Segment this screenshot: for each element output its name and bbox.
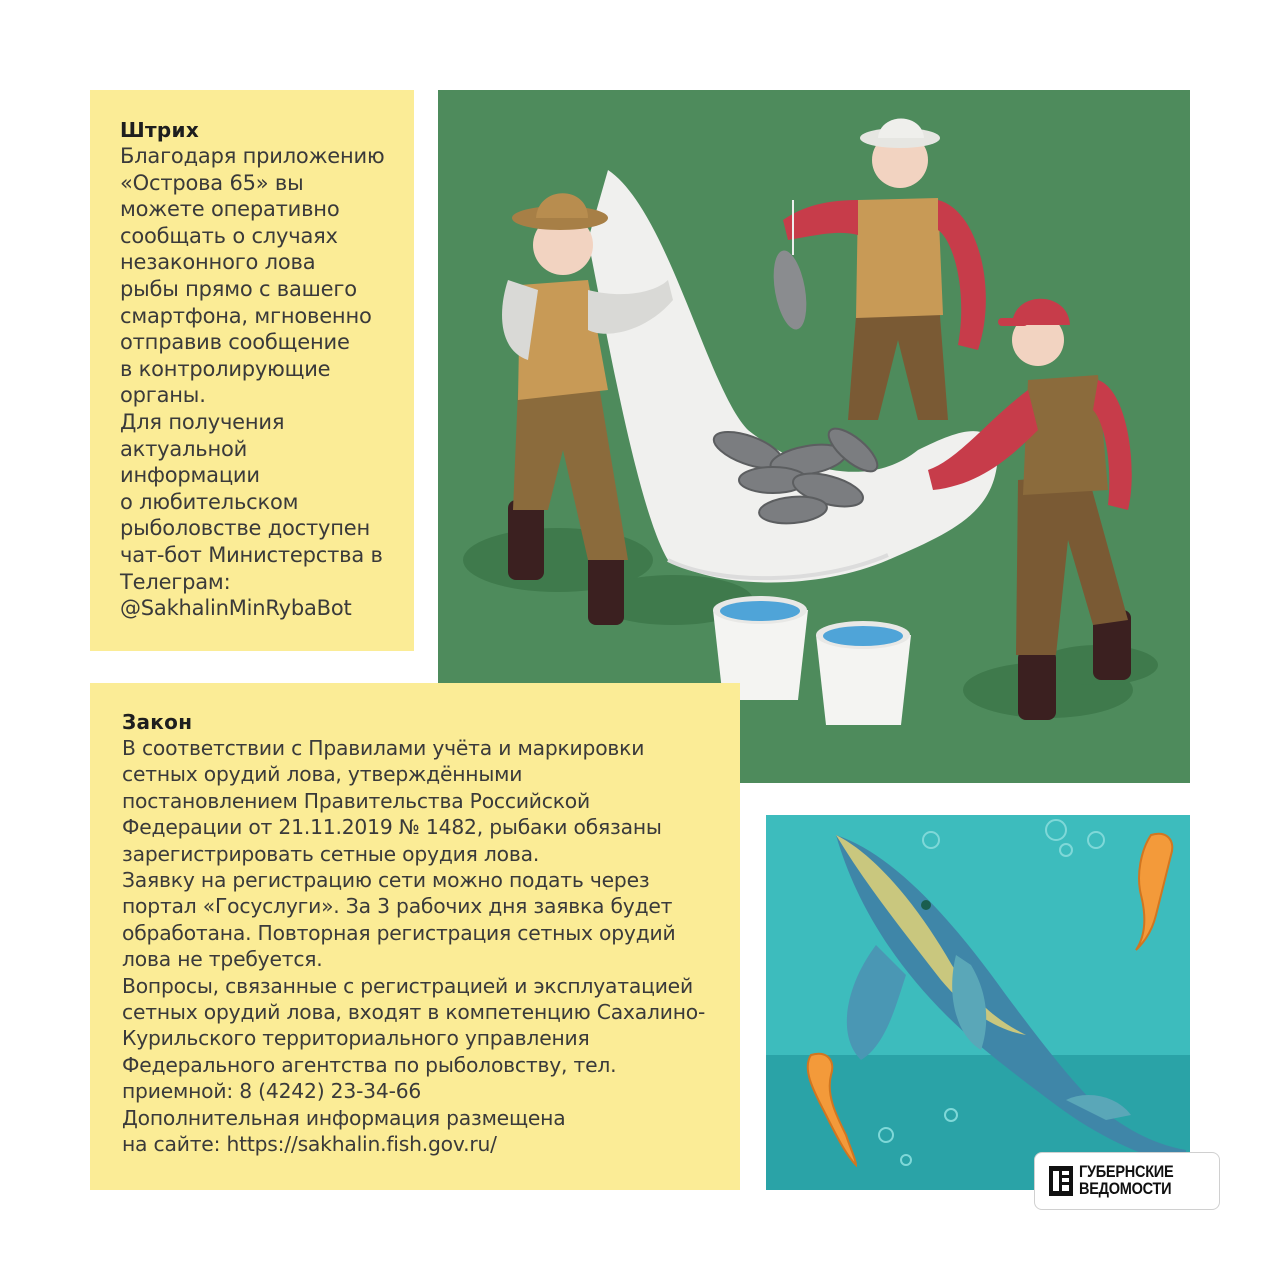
shtrikh-heading: Штрих <box>120 118 200 142</box>
whale-illustration <box>766 815 1190 1190</box>
gubernskie-vedomosti-logo <box>1034 1152 1220 1210</box>
zakon-heading: Закон <box>122 710 193 734</box>
info-box-shtrikh <box>90 90 414 651</box>
logo-line-2: ВЕДОМОСТИ <box>1079 1180 1172 1198</box>
shtrikh-body: Благодаря приложению «Острова 65» вы можете оперативно сообщать о случаях незаконного лова рыбы прямо с вашего смартфона, мгновенно отправив сообщение в контролирующие органы. Для получения актуальной информации о любительском рыболовстве доступен чат-бот Министерства в Телеграм: @SakhalinMinRybaBot <box>120 144 385 621</box>
logo-line-1: ГУБЕРНСКИЕ <box>1079 1163 1174 1181</box>
newspaper-emblem-icon <box>1049 1166 1073 1196</box>
zakon-body: В соответствии с Правилами учёта и маркировки сетных орудий лова, утверждёнными постановлением Правительства Российской Федерации от 21.11.2019 № 1482, рыбаки обязаны зарегистрировать сетные орудия лова. Заявку на регистрацию сети можно подать через портал «Госуслуги». За 3 рабочих дня заявка будет обработана. Повторная регистрация сетных орудий лова не требуется. Вопросы, связанные с регистрацией и эксплуатацией сетных орудий лова, входят в компетенцию Сахалино- Курильского территориального управления Федерального агентства по рыболовству, тел. приемной: 8 (4242) 23-34-66 Дополнительная информация размещена на сайте: https://sakhalin.fish.gov.ru/ <box>122 736 706 1157</box>
fishermen-illustration <box>438 90 1190 783</box>
info-box-zakon <box>90 683 740 1190</box>
